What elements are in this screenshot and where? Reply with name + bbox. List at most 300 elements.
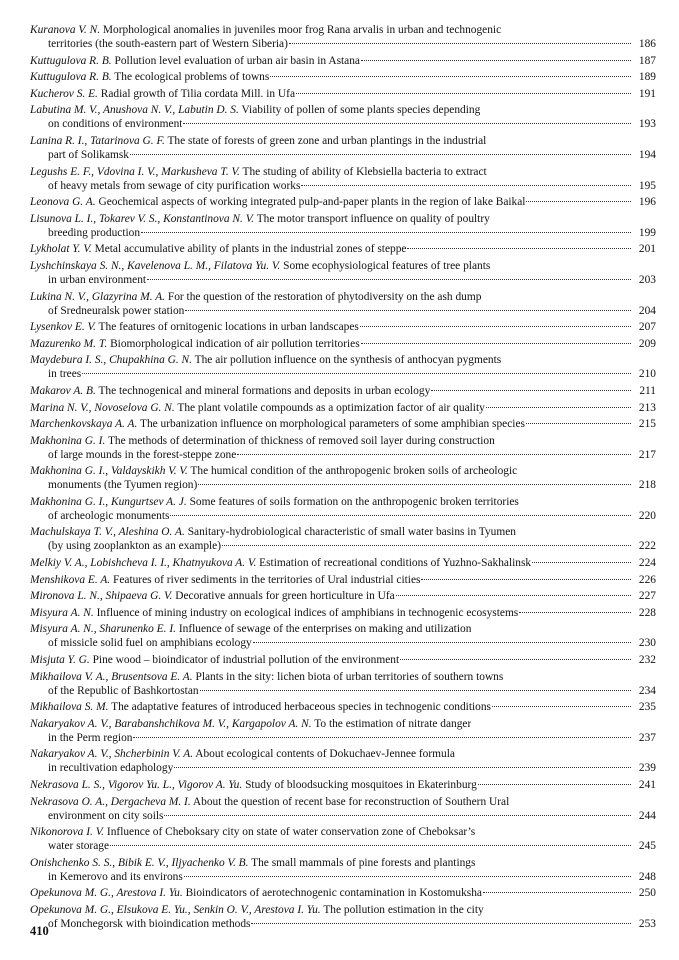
toc-entry-line <box>30 525 656 539</box>
toc-entry-text <box>30 825 475 839</box>
toc-entry-line <box>30 448 656 462</box>
toc-entry-text <box>48 839 109 853</box>
toc-entry-title: Plants in the sity: lichen biota of urban territories of southern towns <box>195 670 504 683</box>
toc-entry <box>30 856 656 884</box>
dot-leader <box>222 544 631 546</box>
toc-entry-title: Geochemical aspects of working integrated pulp-and-paper plants in the region of lake Baikal <box>98 196 526 209</box>
toc-entry-title: The humical condition of the anthropogenic broken soils of archeologic <box>190 465 518 478</box>
toc-entry-line <box>30 464 656 478</box>
toc-entry-title: Morphological anomalies in juveniles moor frog Rana arvalis in urban and technogenic <box>102 24 502 36</box>
toc-entry-authors: Marchenkovskaya A. A. <box>30 418 138 431</box>
page-number: 410 <box>30 924 49 938</box>
toc-entry-page: 241 <box>638 779 656 791</box>
toc-entry-line <box>30 917 656 931</box>
dot-leader <box>361 59 631 61</box>
toc-entry-text <box>48 509 169 523</box>
toc-entry-page: 234 <box>638 684 656 697</box>
toc-entry <box>30 320 656 334</box>
toc-entry-line <box>30 717 656 731</box>
toc-entry-authors: Misyura A. N. <box>30 606 94 619</box>
toc-entry <box>30 573 656 587</box>
toc-entry-authors: Lysenkov E. V. <box>30 321 96 334</box>
toc-entry-authors: Onishchenko S. S., Bibik E. V., Iljyachenko V. B. <box>30 856 249 869</box>
toc-entry-line <box>30 417 656 431</box>
toc-entry-line <box>30 70 656 84</box>
toc-entry-authors: Labutina M. V., Anushova N. V., Labutin D. S. <box>30 104 239 117</box>
toc-entry-page: 186 <box>638 38 656 50</box>
toc-entry <box>30 717 656 745</box>
toc-entry <box>30 70 656 84</box>
toc-entry-line <box>30 259 656 273</box>
toc-entry-title: Influence of mining industry on ecological indices of amphibians in technogenic ecosystems <box>96 606 519 619</box>
dot-leader <box>185 309 631 311</box>
toc-entry-text <box>48 809 163 823</box>
toc-entry-title: The technogenical and mineral formations and deposits in urban ecology <box>98 384 431 397</box>
toc-entry-line <box>30 117 656 131</box>
toc-entry-authors: Mikhailova V. A., Brusentsova E. A. <box>30 670 193 683</box>
toc-entry-text <box>30 134 486 148</box>
toc-entry-text <box>30 495 519 509</box>
dot-leader <box>133 736 631 738</box>
toc-entry-page: 209 <box>638 337 656 350</box>
toc-entry-text <box>30 903 484 917</box>
toc-entry <box>30 464 656 492</box>
toc-entry-authors: Nakaryakov A. V., Barabanshchikova M. V., Kargapolov A. N. <box>30 717 312 730</box>
toc-entry-title: in recultivation edaphology <box>48 762 174 775</box>
toc-entry <box>30 103 656 131</box>
toc-entry-line <box>30 87 656 101</box>
toc-entry-authors: Menshikova E. A. <box>30 573 111 586</box>
toc-entry <box>30 54 656 68</box>
toc-entry-line <box>30 212 656 226</box>
toc-entry-line <box>30 495 656 509</box>
toc-entry-page: 187 <box>638 54 656 67</box>
toc-entry <box>30 653 656 667</box>
toc-entry <box>30 259 656 287</box>
toc-entry-text <box>30 886 482 900</box>
toc-entry-line <box>30 226 656 240</box>
toc-entry-page: 244 <box>638 809 656 822</box>
dot-leader <box>301 184 631 186</box>
dot-leader <box>251 922 631 924</box>
toc-entry-page: 207 <box>638 321 656 334</box>
toc-entry <box>30 23 656 51</box>
toc-entry-line <box>30 509 656 523</box>
toc-entry-text <box>30 747 455 761</box>
toc-entry-text <box>30 401 485 415</box>
dot-leader <box>361 342 631 344</box>
toc-entry-page: 211 <box>639 384 656 397</box>
toc-entry-authors: Opekunova M. G., Elsukova E. Yu., Senkin O. V., Arestova I. Yu. <box>30 903 321 916</box>
dot-leader <box>519 611 631 613</box>
toc-entry-title: of archeologic monuments <box>48 509 170 522</box>
toc-entry <box>30 700 656 714</box>
toc-entry-authors: Lanina R. I., Tatarinova G. F. <box>30 134 165 147</box>
toc-entry-text <box>30 622 471 636</box>
toc-entry-authors: Leonova G. A. <box>30 196 96 209</box>
toc-entry <box>30 589 656 603</box>
dot-leader <box>360 325 631 327</box>
toc-entry <box>30 670 656 698</box>
toc-entry-page: 220 <box>638 509 656 522</box>
toc-entry-text <box>48 731 132 745</box>
toc-entry-title: The air pollution influence on the synthesis of anthocyan pygments <box>194 354 502 367</box>
toc-entry-title: Decorative annuals for green horticulture in Ufa <box>175 590 395 603</box>
toc-entry-text <box>30 87 295 101</box>
toc-entry-authors: Misjuta Y. G. <box>30 654 90 667</box>
toc-entry-page: 210 <box>638 368 656 381</box>
toc-entry-page: 226 <box>638 573 656 586</box>
toc-entry-authors: Lyshchinskaya S. N., Kavelenova L. M., Filatova Yu. V. <box>30 259 281 272</box>
toc-entry-page: 239 <box>638 762 656 775</box>
toc-entry-line <box>30 670 656 684</box>
toc-entry-line <box>30 700 656 714</box>
toc-entry-line <box>30 384 656 398</box>
toc-entry-title: (by using zooplankton as an example) <box>48 540 222 553</box>
toc-entry-line <box>30 556 656 570</box>
toc-entry-title: monuments (the Tyumen region) <box>48 479 198 492</box>
toc-entry-title: of Monchegorsk with bioindication methods <box>48 917 251 930</box>
toc-entry-authors: Makarov A. B. <box>30 384 96 397</box>
toc-entry-line <box>30 886 656 900</box>
toc-entry-text <box>30 653 399 667</box>
toc-entry-line <box>30 134 656 148</box>
toc-entry <box>30 886 656 900</box>
toc-entry-title: The methods of determination of thickness of removed soil layer during construction <box>107 434 495 447</box>
toc-entry-title: part of Solikamsk <box>48 148 129 161</box>
dot-leader <box>82 372 631 374</box>
toc-entry-title: breeding production <box>48 226 141 239</box>
toc-entry-line <box>30 856 656 870</box>
toc-entry-text <box>48 304 184 318</box>
toc-entry-line <box>30 589 656 603</box>
dot-leader <box>492 705 631 707</box>
toc-entry-line <box>30 179 656 193</box>
toc-entry <box>30 525 656 553</box>
toc-entry-title: The small mammals of pine forests and plantings <box>251 856 476 869</box>
toc-entry-text <box>48 478 197 492</box>
toc-entry-text <box>30 573 420 587</box>
toc-entry-text <box>48 273 146 287</box>
toc-entry <box>30 212 656 240</box>
toc-entry-text <box>48 226 140 240</box>
dot-leader <box>184 875 631 877</box>
dot-leader <box>200 689 631 691</box>
toc-entry-line <box>30 825 656 839</box>
toc-entry-title: environment on city soils <box>48 809 164 822</box>
toc-entry-text <box>30 70 269 84</box>
dot-leader <box>170 514 631 516</box>
toc-entry-page: 215 <box>638 418 656 431</box>
toc-entry-authors: Makhonina G. I., Valdayskikh V. V. <box>30 465 188 478</box>
toc-entry-authors: Kuranova V. N. <box>30 24 101 36</box>
toc-entry <box>30 778 656 792</box>
dot-leader <box>396 594 631 596</box>
toc-entry-page: 201 <box>638 243 656 256</box>
toc-entry-line <box>30 337 656 351</box>
toc-entry-text <box>30 670 503 684</box>
toc-entry-line <box>30 903 656 917</box>
toc-entry-line <box>30 761 656 775</box>
toc-entry-line <box>30 653 656 667</box>
toc-entry-line <box>30 573 656 587</box>
dot-leader <box>421 578 631 580</box>
toc-entry-text <box>48 148 129 162</box>
toc-entry-title: in urban environment <box>48 273 147 286</box>
toc-entry-text <box>30 242 406 256</box>
toc-entry-text <box>30 259 490 273</box>
toc-entry-text <box>30 717 471 731</box>
toc-entry-title: The state of forests of green zone and urban plantings in the industrial <box>167 134 487 147</box>
toc-entry-text <box>30 589 395 603</box>
toc-entry-page: 232 <box>638 654 656 667</box>
toc-entry <box>30 337 656 351</box>
toc-entry <box>30 606 656 620</box>
toc-entry-page: 196 <box>638 196 656 209</box>
dot-leader <box>407 247 631 249</box>
dot-leader <box>483 891 631 893</box>
toc-entry-line <box>30 636 656 650</box>
toc-entry-title: Study of bloodsucking mosquitoes in Ekaterinburg <box>245 779 477 791</box>
dot-leader <box>147 278 631 280</box>
toc-entry-page: 224 <box>638 557 656 570</box>
toc-entry-page: 222 <box>638 540 656 553</box>
toc-entry-title: of the Republic of Bashkortostan <box>48 684 199 697</box>
toc-entry-text <box>30 434 495 448</box>
toc-entry-line <box>30 54 656 68</box>
toc-entry-text <box>30 417 525 431</box>
toc-entry-line <box>30 684 656 698</box>
toc-entry <box>30 495 656 523</box>
toc-entry-page: 227 <box>638 590 656 603</box>
dot-leader <box>486 406 631 408</box>
toc-entry-line <box>30 795 656 809</box>
toc-entry-title: Influence of sewage of the enterprises on making and utilization <box>178 623 472 636</box>
toc-entry-text <box>48 870 183 884</box>
toc-entry <box>30 903 656 931</box>
dot-leader <box>526 200 631 202</box>
toc-entry-page: 217 <box>638 448 656 461</box>
toc-entry-authors: Kuttugulova R. B. <box>30 54 112 67</box>
toc-entry-authors: Melkiy V. A., Lobishcheva I. I., Khatnyukova A. V. <box>30 557 257 570</box>
toc-entry-authors: Mikhailova S. M. <box>30 701 109 714</box>
toc-entry-title: The motor transport influence on quality of poultry <box>256 212 490 225</box>
toc-entry <box>30 417 656 431</box>
toc-entry-text <box>48 448 236 462</box>
toc-entry-authors: Opekunova M. G., Arestova I. Yu. <box>30 887 183 900</box>
toc-entry-authors: Nekrasova O. A., Dergacheva M. I. <box>30 795 191 808</box>
toc-entry <box>30 134 656 162</box>
dot-leader <box>289 42 631 44</box>
toc-entry-text <box>48 117 182 131</box>
toc-entry-page: 235 <box>638 701 656 714</box>
toc-entry-authors: Makhonina G. I., Kungurtsev A. J. <box>30 495 187 508</box>
toc-entry-text <box>48 179 300 193</box>
toc-entry <box>30 384 656 398</box>
toc-entry-text <box>48 37 288 51</box>
toc-entry-text <box>48 636 252 650</box>
toc-entry-page: 189 <box>638 71 656 84</box>
dot-leader <box>183 122 631 124</box>
toc-entry-text <box>30 337 360 351</box>
toc-entry-text <box>30 23 501 37</box>
toc-entry-title: water storage <box>48 840 110 853</box>
toc-entry <box>30 622 656 650</box>
toc-entry-text <box>30 464 517 478</box>
toc-entry <box>30 747 656 775</box>
toc-entry-title: of large mounds in the forest-steppe zone <box>48 448 237 461</box>
toc-entry-authors: Makhonina G. I. <box>30 434 106 447</box>
toc-entry-text <box>30 165 487 179</box>
toc-entry-text <box>30 556 531 570</box>
toc-entry-text <box>48 917 250 931</box>
toc-entry-title: The studing of ability of Klebsiella bacteria to extract <box>242 165 487 178</box>
dot-leader <box>296 92 631 94</box>
toc-entry-text <box>30 700 491 714</box>
dot-leader <box>532 561 631 563</box>
dot-leader <box>478 783 631 785</box>
toc-entry-page: 193 <box>638 118 656 131</box>
toc-entry-title: Radial growth of Tilia cordata Mill. in Ufa <box>100 87 296 100</box>
dot-leader <box>253 641 631 643</box>
toc-entry-title: About ecological contents of Dokuchaev-Jennee formula <box>195 748 455 761</box>
toc-entry-title: Influence of Cheboksary city on state of water conservation zone of Cheboksar’s <box>106 826 476 839</box>
toc-entry-line <box>30 434 656 448</box>
toc-entry-page: 199 <box>638 226 656 239</box>
dot-leader <box>110 844 631 846</box>
toc-entry-line <box>30 23 656 37</box>
table-of-contents <box>30 23 656 934</box>
toc-entry-title: Bioindicators of aerotechnogenic contamination in Kostomuksha <box>185 887 482 900</box>
toc-entry <box>30 87 656 101</box>
toc-entry-line <box>30 273 656 287</box>
toc-entry-text <box>48 761 173 775</box>
toc-entry-title: The features of ornitogenic locations in urban landscapes <box>98 321 359 334</box>
toc-entry-text <box>30 195 525 209</box>
toc-entry-title: territories (the south-eastern part of Western Siberia) <box>48 38 288 50</box>
toc-entry-text <box>48 539 221 553</box>
toc-entry-title: About the question of recent base for reconstruction of Southern Ural <box>192 795 510 808</box>
toc-entry-text <box>30 856 475 870</box>
toc-entry-authors: Maydebura I. S., Chupakhina G. N. <box>30 354 192 367</box>
toc-entry-title: Features of river sediments in the territories of Ural industrial cities <box>113 573 421 586</box>
dot-leader <box>270 75 631 77</box>
toc-entry-line <box>30 367 656 381</box>
toc-entry-line <box>30 478 656 492</box>
toc-entry-line <box>30 165 656 179</box>
toc-entry-text <box>48 684 199 698</box>
toc-entry-text <box>30 525 516 539</box>
toc-entry-authors: Nikonorova I. V. <box>30 826 105 839</box>
toc-entry-page: 203 <box>638 273 656 286</box>
toc-entry-title: Metal accumulative ability of plants in the industrial zones of steppe <box>94 243 407 256</box>
toc-entry-text <box>30 353 501 367</box>
toc-entry-line <box>30 778 656 792</box>
dot-leader <box>174 766 631 768</box>
toc-entry-text <box>30 795 509 809</box>
toc-entry-title: on conditions of environment <box>48 118 183 131</box>
toc-entry <box>30 165 656 193</box>
toc-entry-authors: Nakaryakov A. V., Shcherbinin V. A. <box>30 748 194 761</box>
toc-entry-page: 230 <box>638 637 656 650</box>
toc-entry-title: of heavy metals from sewage of city purification works <box>48 179 301 192</box>
toc-entry-line <box>30 195 656 209</box>
toc-entry-page: 204 <box>638 304 656 317</box>
toc-entry-line <box>30 401 656 415</box>
toc-entry <box>30 290 656 318</box>
toc-entry-page: 195 <box>638 179 656 192</box>
toc-entry-title: The plant volatile compounds as a optimization factor of air quality <box>177 401 485 414</box>
dot-leader <box>400 658 631 660</box>
toc-entry-page: 245 <box>638 840 656 853</box>
dot-leader <box>198 483 631 485</box>
toc-entry-line <box>30 320 656 334</box>
dot-leader <box>431 389 631 391</box>
toc-entry-title: Viability of pollen of some plants species depending <box>241 104 481 117</box>
toc-entry-line <box>30 37 656 51</box>
toc-entry-page: 228 <box>638 606 656 619</box>
toc-entry-title: Some features of soils formation on the anthropogenic broken territories <box>189 495 519 508</box>
toc-entry-authors: Nekrasova L. S., Vigorov Yu. L., Vigorov A. Yu. <box>30 779 243 791</box>
toc-entry-line <box>30 870 656 884</box>
toc-entry-title: in Kemerovo and its environs <box>48 870 183 883</box>
toc-entry-text <box>30 290 481 304</box>
toc-entry-line <box>30 606 656 620</box>
toc-entry <box>30 242 656 256</box>
toc-entry <box>30 825 656 853</box>
dot-leader <box>164 814 631 816</box>
toc-entry-text <box>30 212 490 226</box>
toc-entry-line <box>30 622 656 636</box>
toc-entry-page: 218 <box>638 479 656 492</box>
dot-leader <box>130 153 631 155</box>
toc-entry-line <box>30 747 656 761</box>
toc-entry <box>30 556 656 570</box>
toc-entry-title: Pine wood – bioindicator of industrial pollution of the environment <box>92 654 400 667</box>
toc-entry-authors: Mironova L. N., Shipaeva G. V. <box>30 590 173 603</box>
toc-entry-line <box>30 242 656 256</box>
toc-entry-title: Some ecophysiological features of tree plants <box>283 259 491 272</box>
toc-entry-authors: Lykholat Y. V. <box>30 243 92 256</box>
toc-entry-line <box>30 809 656 823</box>
toc-entry <box>30 353 656 381</box>
toc-entry-authors: Kuttugulova R. B. <box>30 71 112 84</box>
toc-entry-text <box>30 320 359 334</box>
toc-entry-line <box>30 839 656 853</box>
toc-entry-authors: Legushs E. F., Vdovina I. V., Markusheva T. V. <box>30 165 240 178</box>
toc-entry-title: Biomorphological indication of air pollution territories <box>110 337 360 350</box>
toc-entry-page: 248 <box>638 870 656 883</box>
toc-entry-authors: Mazurenko M. T. <box>30 337 108 350</box>
toc-entry-line <box>30 353 656 367</box>
toc-entry <box>30 434 656 462</box>
dot-leader <box>526 422 631 424</box>
toc-entry-authors: Lisunova L. I., Tokarev V. S., Konstantinova N. V. <box>30 212 255 225</box>
toc-entry <box>30 401 656 415</box>
toc-entry-title: For the question of the restoration of phytodiversity on the ash dump <box>167 290 482 303</box>
toc-entry-line <box>30 304 656 318</box>
toc-entry-text <box>30 54 360 68</box>
toc-entry-text <box>30 103 480 117</box>
toc-entry-title: The pollution estimation in the city <box>323 903 484 916</box>
toc-entry-title: To the estimation of nitrate danger <box>314 717 472 730</box>
toc-entry-title: of Sredneuralsk power station <box>48 304 185 317</box>
toc-entry <box>30 195 656 209</box>
toc-entry-text <box>30 606 518 620</box>
toc-entry-title: in the Perm region <box>48 731 133 744</box>
toc-entry-title: Pollution level evaluation of urban air basin in Astana <box>114 54 360 67</box>
toc-entry-title: Estimation of recreational conditions of Yuzhno-Sakhalinsk <box>259 557 532 570</box>
